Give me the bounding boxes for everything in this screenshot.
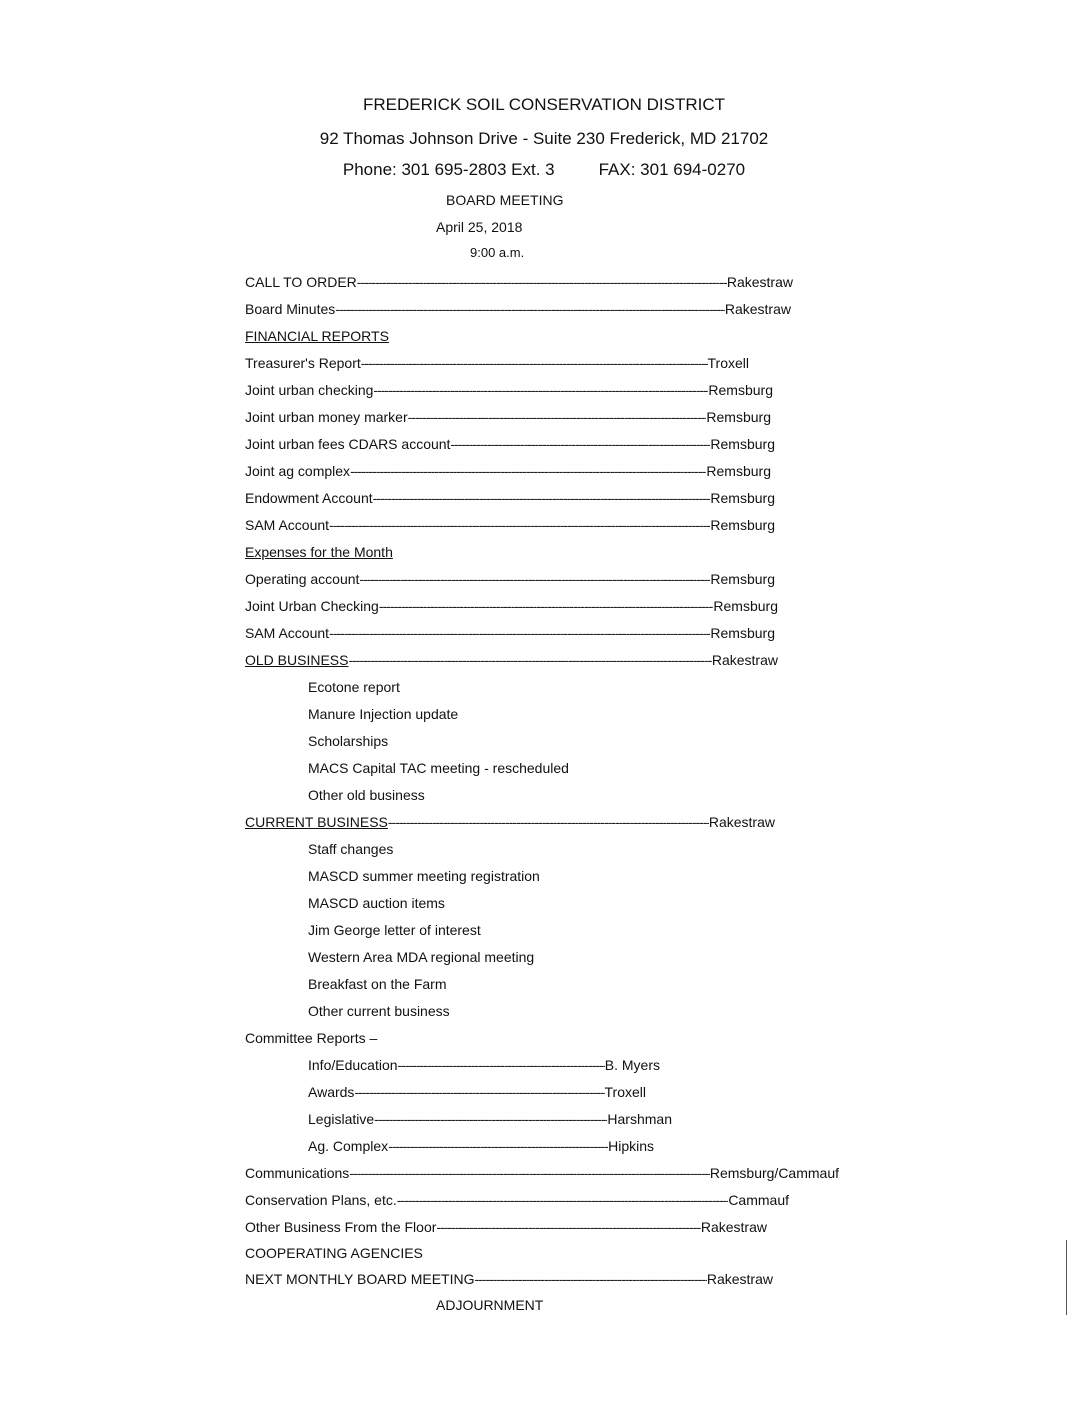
expense-label: Joint Urban Checking	[245, 598, 379, 614]
leader-dashes	[348, 652, 711, 668]
leader-dashes	[450, 436, 710, 452]
committee-line	[308, 1057, 660, 1077]
leader-dashes	[354, 1084, 604, 1100]
expense-presenter: Remsburg	[710, 625, 775, 641]
expense-line	[245, 598, 778, 618]
financial-line	[245, 382, 773, 402]
committee-line	[308, 1084, 646, 1104]
org-name: FREDERICK SOIL CONSERVATION DISTRICT	[362, 95, 726, 114]
financial-line	[245, 436, 775, 456]
call-to-order-presenter: Rakestraw	[726, 274, 793, 290]
meeting-time: 9:00 a.m.	[470, 245, 525, 260]
leader-dashes	[357, 274, 727, 290]
old-business-item: MACS Capital TAC meeting - rescheduled	[308, 760, 569, 776]
communications-line	[245, 1165, 839, 1185]
leader-dashes	[388, 814, 709, 830]
current-business-label: CURRENT BUSINESS	[245, 814, 388, 830]
expense-line	[245, 625, 775, 645]
leader-dashes	[374, 1111, 607, 1127]
financial-presenter: Remsburg	[710, 490, 775, 506]
other-business-line	[245, 1219, 767, 1239]
conservation-plans-label: Conservation Plans, etc.	[245, 1192, 397, 1208]
financial-reports-heading: FINANCIAL REPORTS	[245, 328, 389, 344]
expense-line	[245, 571, 775, 591]
financial-label: Treasurer's Report	[245, 355, 361, 371]
old-business-item: Ecotone report	[308, 679, 400, 695]
committee-label: Ag. Complex	[308, 1138, 389, 1154]
scan-edge-mark	[1066, 1240, 1067, 1315]
call-to-order-label: CALL TO ORDER	[245, 274, 357, 290]
board-minutes-line	[245, 301, 791, 321]
current-business-item: MASCD auction items	[308, 895, 445, 911]
phone-number: Phone: 301 695-2803 Ext. 3	[342, 160, 555, 179]
current-business-item: MASCD summer meeting registration	[308, 868, 540, 884]
leader-dashes	[397, 1192, 729, 1208]
committee-presenter: B. Myers	[604, 1057, 660, 1073]
financial-label: Joint urban money marker	[245, 409, 408, 425]
financial-presenter: Remsburg	[710, 517, 775, 533]
current-business-item: Western Area MDA regional meeting	[308, 949, 535, 965]
current-business-item: Breakfast on the Farm	[308, 976, 447, 992]
committee-reports-heading: Committee Reports –	[245, 1030, 378, 1046]
conservation-plans-line	[245, 1192, 789, 1212]
fax-number: FAX: 301 694-0270	[598, 160, 746, 179]
board-minutes-label: Board Minutes	[245, 301, 336, 317]
leader-dashes	[379, 598, 714, 614]
expense-presenter: Remsburg	[713, 598, 778, 614]
leader-dashes	[359, 571, 710, 587]
committee-label: Awards	[308, 1084, 355, 1100]
leader-dashes	[329, 625, 710, 641]
financial-label: Endowment Account	[245, 490, 373, 506]
financial-label: SAM Account	[245, 517, 330, 533]
financial-presenter: Remsburg	[706, 409, 771, 425]
current-business-item: Other current business	[308, 1003, 450, 1019]
expense-label: Operating account	[245, 571, 360, 587]
leader-dashes	[436, 1219, 700, 1235]
leader-dashes	[349, 1165, 710, 1181]
expenses-heading: Expenses for the Month	[245, 544, 393, 560]
communications-presenter: Remsburg/Cammauf	[709, 1165, 839, 1181]
leader-dashes	[373, 490, 711, 506]
committee-line	[308, 1138, 654, 1158]
leader-dashes	[361, 355, 708, 371]
org-contact	[0, 160, 1088, 180]
conservation-plans-presenter: Cammauf	[728, 1192, 789, 1208]
leader-dashes	[329, 517, 710, 533]
other-business-label: Other Business From the Floor	[245, 1219, 437, 1235]
leader-dashes	[388, 1138, 608, 1154]
financial-presenter: Remsburg	[708, 382, 773, 398]
current-business-line	[245, 814, 775, 834]
financial-line	[245, 409, 771, 429]
board-minutes-presenter: Rakestraw	[724, 301, 791, 317]
leader-dashes	[408, 409, 707, 425]
old-business-item: Scholarships	[308, 733, 389, 749]
next-meeting-label: NEXT MONTHLY BOARD MEETING	[245, 1271, 475, 1287]
financial-presenter: Remsburg	[710, 436, 775, 452]
committee-label: Info/Education	[308, 1057, 398, 1073]
committee-line	[308, 1111, 672, 1131]
committee-presenter: Troxell	[604, 1084, 646, 1100]
financial-label: Joint ag complex	[245, 463, 351, 479]
committee-presenter: Hipkins	[608, 1138, 654, 1154]
meeting-date: April 25, 2018	[436, 219, 523, 235]
next-meeting-line	[245, 1271, 773, 1291]
old-business-presenter: Rakestraw	[711, 652, 778, 668]
other-business-presenter: Rakestraw	[700, 1219, 767, 1235]
committee-presenter: Harshman	[607, 1111, 672, 1127]
old-business-label: OLD BUSINESS	[245, 652, 349, 668]
communications-label: Communications	[245, 1165, 350, 1181]
financial-presenter: Troxell	[707, 355, 749, 371]
call-to-order-line	[245, 274, 793, 294]
financial-presenter: Remsburg	[706, 463, 771, 479]
leader-dashes	[350, 463, 706, 479]
old-business-item: Other old business	[308, 787, 425, 803]
financial-line	[245, 517, 775, 537]
financial-line	[245, 490, 775, 510]
leader-dashes	[373, 382, 708, 398]
leader-dashes	[335, 301, 725, 317]
leader-dashes	[398, 1057, 605, 1073]
old-business-item: Manure Injection update	[308, 706, 459, 722]
financial-line	[245, 463, 771, 483]
adjournment: ADJOURNMENT	[436, 1297, 544, 1313]
committee-label: Legislative	[308, 1111, 375, 1127]
current-business-item: Staff changes	[308, 841, 394, 857]
current-business-item: Jim George letter of interest	[308, 922, 481, 938]
financial-label: Joint urban fees CDARS account	[245, 436, 451, 452]
expense-label: SAM Account	[245, 625, 330, 641]
org-address: 92 Thomas Johnson Drive - Suite 230 Frederick, MD 21702	[319, 129, 769, 148]
meeting-title: BOARD MEETING	[446, 192, 564, 208]
expense-presenter: Remsburg	[710, 571, 775, 587]
leader-dashes	[474, 1271, 706, 1287]
cooperating-agencies-heading: COOPERATING AGENCIES	[245, 1245, 423, 1261]
current-business-presenter: Rakestraw	[708, 814, 775, 830]
next-meeting-presenter: Rakestraw	[706, 1271, 773, 1287]
old-business-line	[245, 652, 778, 672]
financial-label: Joint urban checking	[245, 382, 374, 398]
financial-line	[245, 355, 749, 375]
